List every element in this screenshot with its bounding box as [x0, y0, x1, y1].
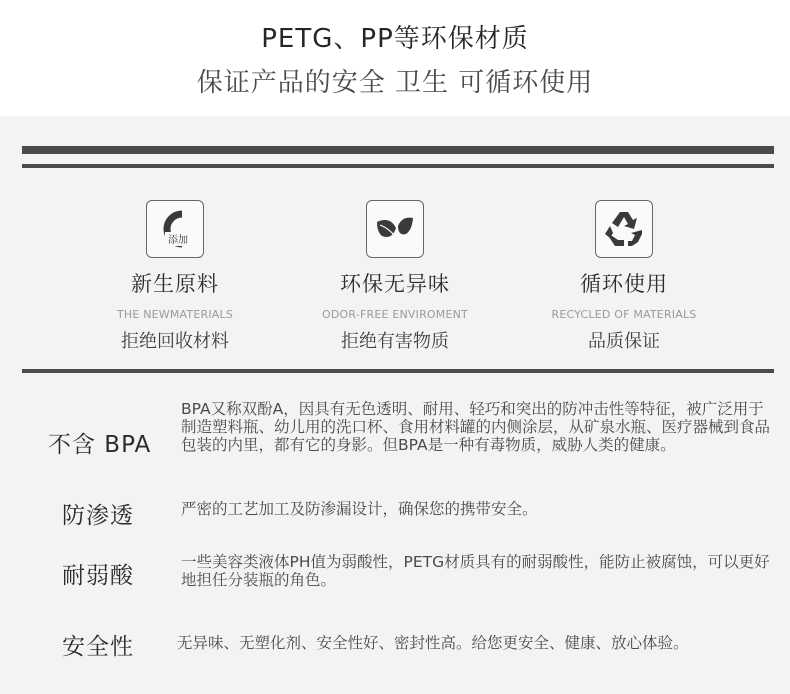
detail-label: 不含 BPA: [48, 432, 152, 458]
divider-thin: [22, 164, 774, 168]
feature-desc: 拒绝回收材料: [121, 331, 229, 352]
detail-label: 防渗透: [62, 503, 134, 529]
feature-en: RECYCLED OF MATERIALS: [551, 308, 697, 321]
divider-section: [22, 369, 774, 373]
page-title: PETG、PP等环保材质: [261, 24, 529, 54]
feature-name: 循环使用: [580, 272, 668, 296]
svg-text:添加: 添加: [168, 235, 188, 246]
detail-text: BPA又称双酚A，因具有无色透明、耐用、轻巧和突出的防冲击性等特征，被广泛用于制造塑料瓶、幼儿用的洗口杯、食用材料罐的内侧涂层，从矿泉水瓶、医疗器械到食品包装的内里，都有它的身影。但BPA是一种有毒物质，威胁人类的健康。: [181, 400, 771, 454]
detail-label: 耐弱酸: [62, 563, 134, 589]
feature-name: 新生原料: [131, 272, 219, 296]
page-subtitle: 保证产品的安全 卫生 可循环使用: [196, 68, 594, 98]
detail-text: 无异味、无塑化剂、安全性好、密封性高。给您更安全、健康、放心体验。: [177, 634, 689, 652]
feature-name: 环保无异味: [340, 272, 450, 296]
leaf-icon: [366, 200, 424, 258]
feature-new-materials: [65, 200, 285, 353]
detail-label: 安全性: [62, 634, 134, 660]
header: [0, 0, 790, 116]
no-additive-icon: [146, 200, 204, 258]
detail-text: 严密的工艺加工及防渗漏设计，确保您的携带安全。: [181, 500, 538, 518]
recycle-icon: [595, 200, 653, 258]
feature-recycled: [514, 200, 734, 353]
feature-en: ODOR-FREE ENVIROMENT: [322, 308, 468, 321]
feature-desc: 品质保证: [588, 331, 660, 352]
feature-odor-free: [285, 200, 505, 353]
feature-desc: 拒绝有害物质: [341, 331, 449, 352]
detail-text: 一些美容类液体PH值为弱酸性，PETG材质具有的耐弱酸性，能防止被腐蚀，可以更好地担任分装瓶的角色。: [181, 553, 770, 589]
feature-en: THE NEWMATERIALS: [116, 308, 234, 321]
divider-thick: [22, 146, 774, 154]
